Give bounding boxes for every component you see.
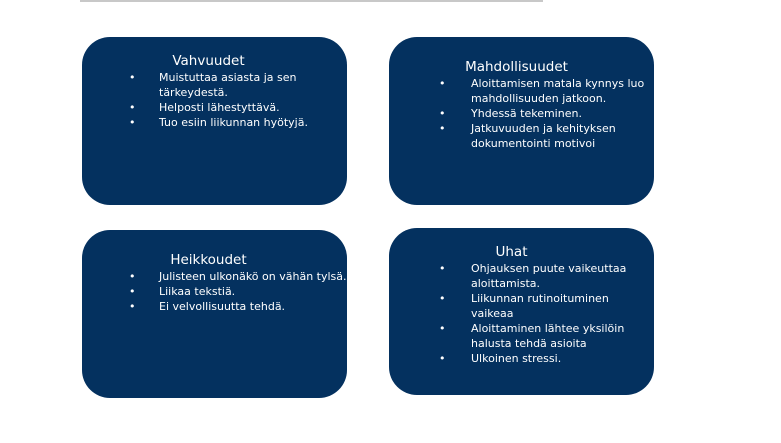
list-item: • Aloittaminen lähtee yksilöin halusta tehdä asioita xyxy=(389,321,654,351)
threats-list xyxy=(389,261,654,366)
threats-box xyxy=(389,228,654,395)
list-item: • Ulkoinen stressi. xyxy=(389,351,654,366)
list-item: • Ei velvollisuutta tehdä. xyxy=(82,299,347,314)
list-item: • Liikaa tekstiä. xyxy=(82,284,347,299)
weaknesses-box xyxy=(82,230,347,398)
list-item: • Julisteen ulkonäkö on vähän tylsä. xyxy=(82,269,347,284)
weaknesses-title: Heikkoudet xyxy=(170,252,247,268)
list-item: • Jatkuvuuden ja kehityksen dokumentointi motivoi xyxy=(389,121,654,151)
list-item: • Yhdessä tekeminen. xyxy=(389,106,654,121)
list-item: • Muistuttaa asiasta ja sen tärkeydestä. xyxy=(82,70,347,100)
list-item: • Liikunnan rutinoituminen vaikeaa xyxy=(389,291,654,321)
list-item: • Tuo esiin liikunnan hyötyjä. xyxy=(82,115,347,130)
strengths-title: Vahvuudet xyxy=(172,53,245,69)
opportunities-list xyxy=(389,76,654,151)
weaknesses-list xyxy=(82,269,347,314)
opportunities-box xyxy=(389,37,654,205)
opportunities-title: Mahdollisuudet xyxy=(465,59,568,75)
top-divider-line xyxy=(80,0,543,2)
list-item: • Aloittamisen matala kynnys luo mahdollisuuden jatkoon. xyxy=(389,76,654,106)
strengths-list xyxy=(82,70,347,130)
list-item: • Helposti lähestyttävä. xyxy=(82,100,347,115)
strengths-box xyxy=(82,37,347,205)
threats-title: Uhat xyxy=(495,244,528,260)
list-item: • Ohjauksen puute vaikeuttaa aloittamista. xyxy=(389,261,654,291)
